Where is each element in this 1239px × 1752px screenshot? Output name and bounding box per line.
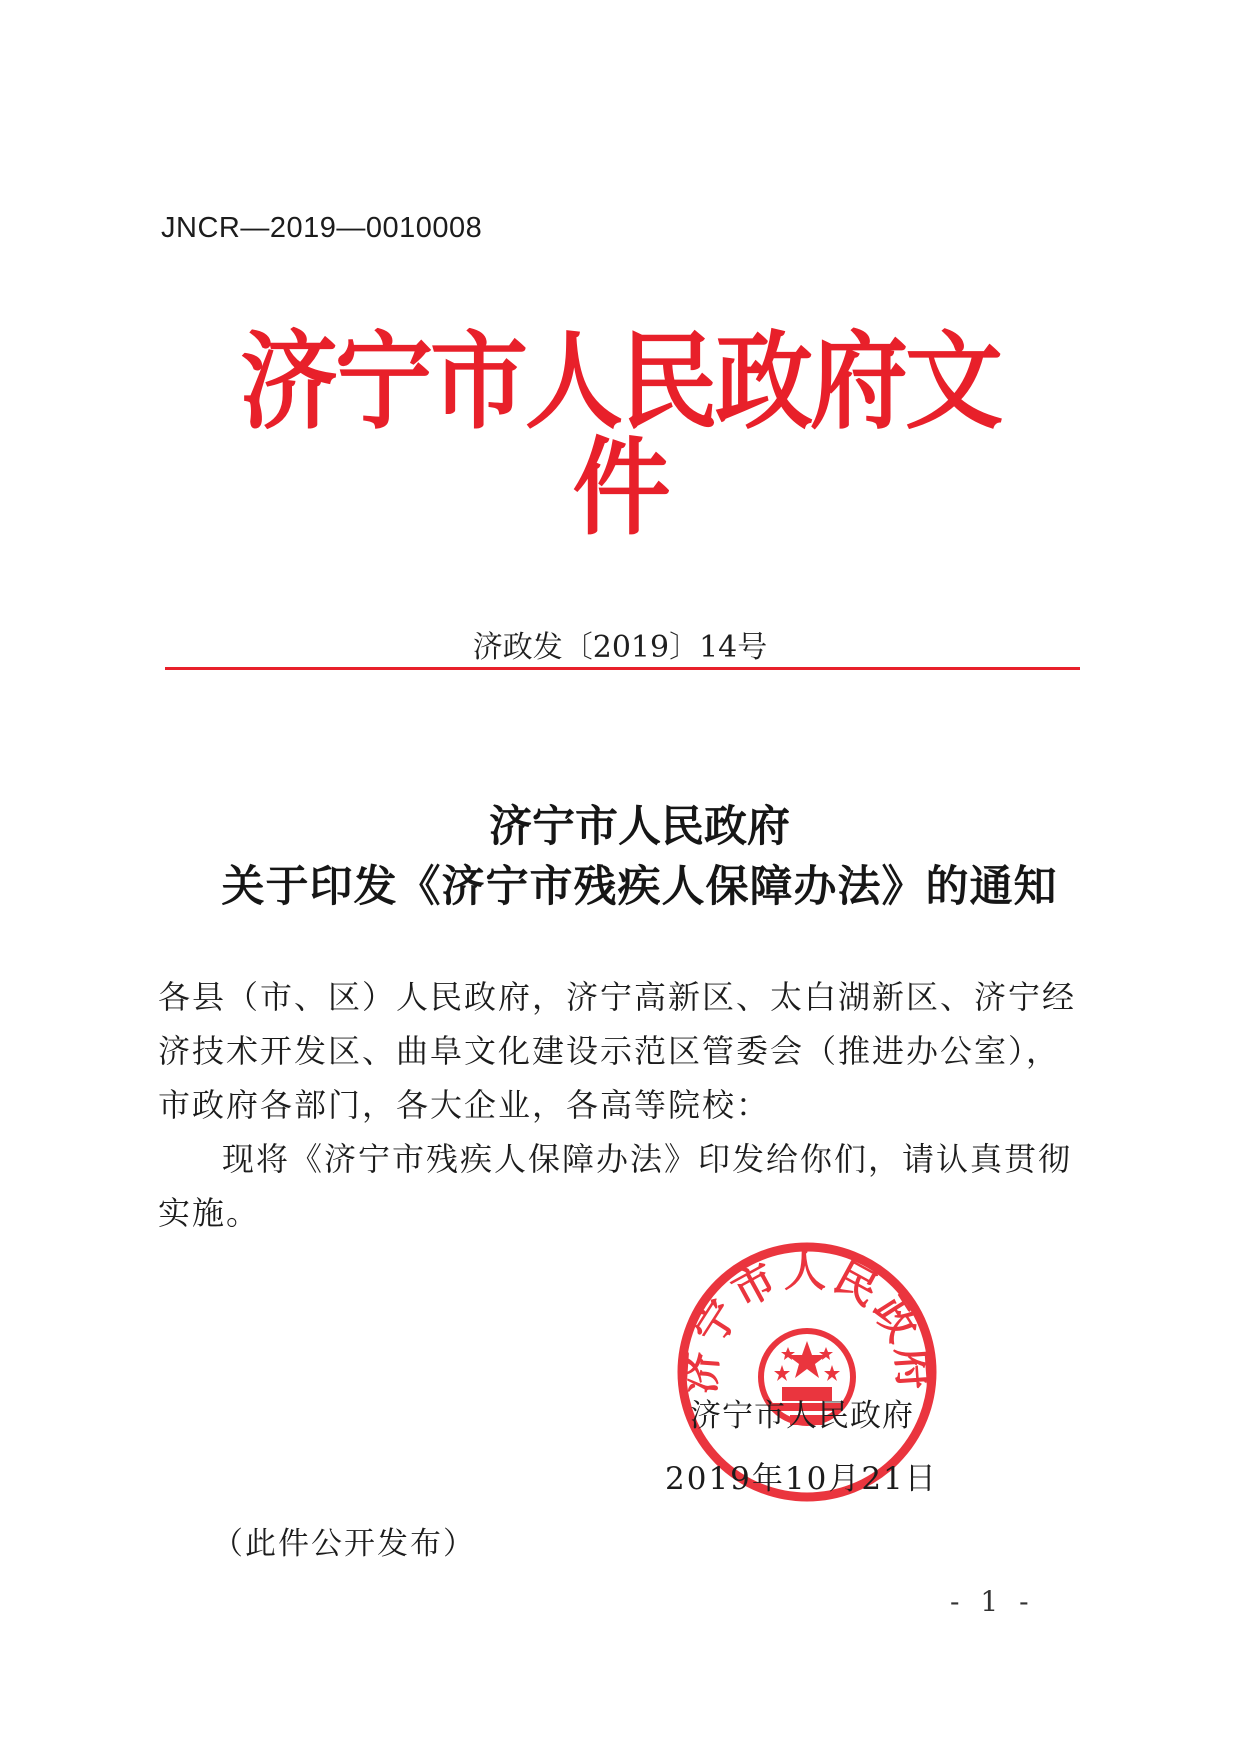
issue-date: 2019年10月21日 [665,1461,938,1497]
body-paragraph: 现将《济宁市残疾人保障办法》印发给你们，请认真贯彻实施。 [158,1140,1073,1232]
notice-title-line1: 济宁市人民政府 [489,802,790,852]
document-code: JNCR—2019—0010008 [161,212,483,244]
page-number: - 1 - [950,1585,1035,1618]
svg-text:济宁市人民政府 [675,1247,940,1395]
seal-text: 济宁市人民政府 [674,1246,940,1396]
notice-body [158,970,1078,1240]
red-divider-line [165,667,1080,670]
document-number: 济政发〔2019〕14号 [472,630,768,665]
addressees-paragraph: 各县（市、区）人民政府，济宁高新区、太白湖新区、济宁经济技术开发区、曲阜文化建设示范区管委会（推进办公室），市政府各部门，各大企业，各高等院校： [158,978,1077,1124]
issuer-name: 济宁市人民政府 [690,1398,914,1434]
masthead-title: 济宁市人民政府文件 [239,321,1000,551]
notice-title-line2: 关于印发《济宁市残疾人保障办法》的通知 [221,862,1058,912]
public-release-note: （此件公开发布） [212,1526,476,1562]
